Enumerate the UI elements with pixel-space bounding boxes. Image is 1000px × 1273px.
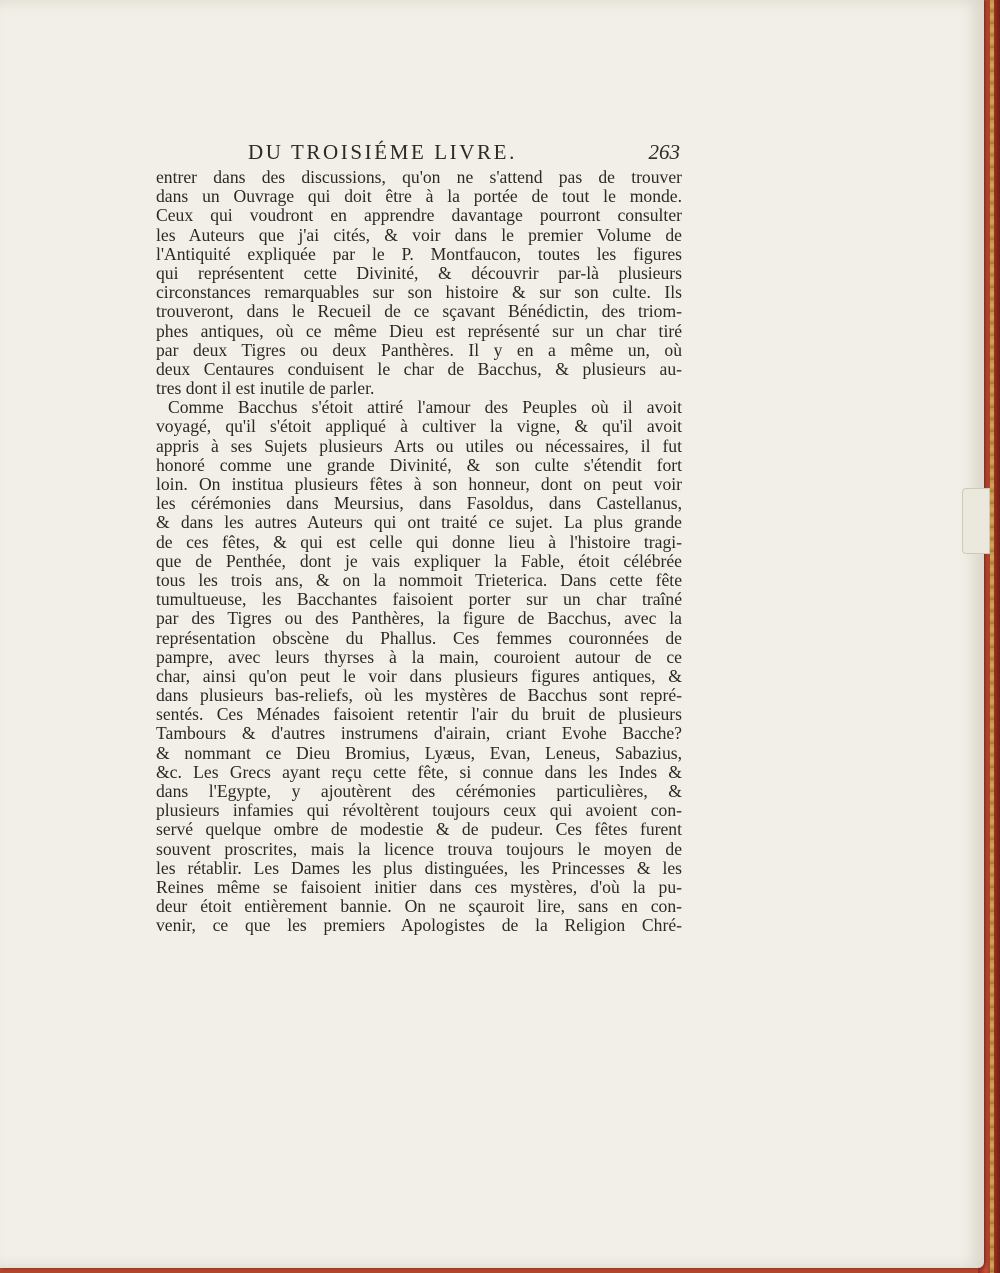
text-line: plusieurs infamies qui révoltèrent toujours ceux qui avoient con-: [156, 800, 682, 821]
text-line: voyagé, qu'il s'étoit appliqué à cultiver la vigne, & qu'il avoit: [156, 416, 682, 437]
text-line: les rétablir. Les Dames les plus distinguées, les Princesses & les: [156, 857, 682, 878]
text-line: tumultueuse, les Bacchantes faisoient porter sur un char traîné: [156, 589, 682, 610]
text-line: entrer dans des discussions, qu'on ne s'attend pas de trouver: [156, 167, 682, 187]
text-line: les Auteurs que j'ai cités, & voir dans le premier Volume de: [156, 224, 682, 245]
text-line: dans un Ouvrage qui doit être à la portée de tout le monde.: [156, 186, 682, 207]
body-text: [156, 168, 682, 936]
text-line: appris à ses Sujets plusieurs Arts ou utiles ou nécessaires, il fut: [156, 435, 682, 456]
text-line: Tambours & d'autres instrumens d'airain, criant Evohe Bacche?: [156, 723, 682, 744]
text-line: par deux Tigres ou deux Panthères. Il y en a même un, où: [156, 339, 682, 360]
text-line: Ceux qui voudront en apprendre davantage pourront consulter: [156, 205, 682, 226]
text-line: venir, ce que les premiers Apologistes de la Religion Chré-: [156, 915, 682, 936]
text-line: circonstances remarquables sur son histoire & sur son culte. Ils: [156, 282, 682, 303]
running-head: DU TROISIÉME LIVRE.: [248, 140, 517, 164]
text-line: deux Centaures conduisent le char de Bacchus, & plusieurs au-: [156, 358, 682, 379]
text-line: trouveront, dans le Recueil de ce sçavant Bénédictin, des triom-: [156, 301, 682, 322]
text-line: que de Penthée, dont je vais expliquer la Fable, étoit célébrée: [156, 550, 682, 571]
text-line: les cérémonies dans Meursius, dans Fasoldus, dans Castellanus,: [156, 493, 682, 514]
text-line: servé quelque ombre de modestie & de pudeur. Ces fêtes furent: [156, 819, 682, 840]
paragraph-start-line: Comme Bacchus s'étoit attiré l'amour des Peuples où il avoit: [168, 397, 682, 418]
text-line: Reines même se faisoient initier dans ces mystères, d'où la pu-: [156, 876, 682, 897]
text-line: phes antiques, où ce même Dieu est représenté sur un char tiré: [156, 320, 682, 341]
page-tab-marker[interactable]: [962, 488, 990, 554]
text-line: pampre, avec leurs thyrses à la main, couroient autour de ce: [156, 646, 682, 667]
text-line: qui représentent cette Divinité, & découvrir par-là plusieurs: [156, 262, 682, 283]
text-line: deur étoit entièrement bannie. On ne sçauroit lire, sans en con-: [156, 896, 682, 917]
page-header: [248, 140, 680, 170]
text-line: souvent proscrites, mais la licence trouva toujours le moyen de: [156, 838, 682, 859]
text-line: l'Antiquité expliquée par le P. Montfaucon, toutes les figures: [156, 243, 682, 264]
text-line: honoré comme une grande Divinité, & son culte s'étendit fort: [156, 454, 682, 475]
text-line: loin. On institua plusieurs fêtes à son honneur, dont on peut voir: [156, 474, 682, 494]
text-line: représentation obscène du Phallus. Ces femmes couronnées de: [156, 627, 682, 648]
page-number: 263: [648, 140, 680, 164]
text-line: par des Tigres ou des Panthères, la figure de Bacchus, avec la: [156, 608, 682, 629]
binding-gilt-border: [990, 0, 994, 1273]
text-line: & dans les autres Auteurs qui ont traité ce sujet. La plus grande: [156, 512, 682, 533]
text-line: dans l'Egypte, y ajoutèrent des cérémonies particulières, &: [156, 781, 682, 801]
text-line: tous les trois ans, & on la nommoit Trieterica. Dans cette fête: [156, 569, 682, 590]
text-line: sentés. Ces Ménades faisoient retentir l'air du bruit de plusieurs: [156, 704, 682, 725]
text-line: & nommant ce Dieu Bromius, Lyæus, Evan, Leneus, Sabazius,: [156, 742, 682, 763]
text-line: tres dont il est inutile de parler.: [156, 378, 375, 399]
text-line: &c. Les Grecs ayant reçu cette fête, si connue dans les Indes &: [156, 761, 682, 782]
text-line: char, ainsi qu'on peut le voir dans plusieurs figures antiques, &: [156, 665, 682, 686]
text-line: de ces fêtes, & qui est celle qui donne lieu à l'histoire tragi-: [156, 531, 682, 552]
text-line: dans plusieurs bas-reliefs, où les mystères de Bacchus sont repré-: [156, 685, 682, 706]
